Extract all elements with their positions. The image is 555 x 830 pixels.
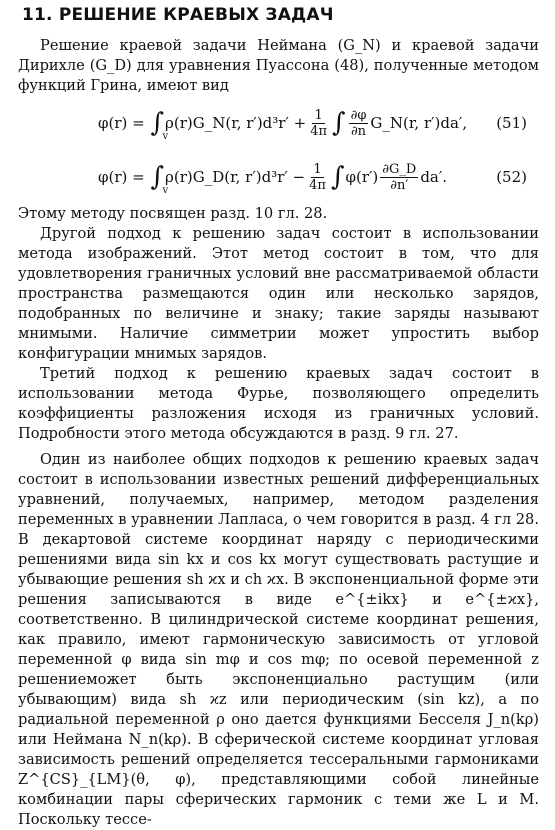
- equation-number-52: (52): [496, 168, 527, 186]
- eq51-term2: G_N(r, r′)da′,: [370, 114, 468, 132]
- eq51-integral-surface: ∫: [332, 108, 346, 138]
- eq52-term1: ρ(r)G_D(r, r′)d³r′ −: [165, 168, 306, 186]
- paragraph-reference-ch28: Этому методу посвящен разд. 10 гл. 28.: [18, 205, 328, 222]
- eq52-frac2: $\frac{\partial G\_D}{\partial n'}$: [382, 161, 417, 193]
- eq51-lhs: φ(r) =: [98, 114, 145, 132]
- eq52-lhs: φ(r) =: [98, 168, 145, 186]
- equation-51: [18, 96, 539, 150]
- eq52-term2: φ(r′): [345, 168, 379, 186]
- paragraph-image-method: Другой подход к решению задач состоит в использовании метода изображений. Этот метод состоит в том, что для удовлетворения граничных условий вне рассматриваемой области пространства размещаются один или несколько зарядов, подобранных по величине и знаку; такие заряды называют мнимыми. Наличие симметрии может упростить выбор конфигурации мнимых зарядов.: [18, 225, 539, 362]
- eq52-integral-volume: ∫ v: [150, 162, 169, 196]
- intro-paragraph: Решение краевой задачи Неймана (G_N) и краевой задачи Дирихле (G_D) для уравнения Пуассона (48), полученные методом функций Грина, имеют вид: [18, 37, 539, 94]
- eq51-integral-volume: ∫ v: [150, 108, 169, 142]
- eq51-frac2: $\frac{\partial\varphi}{\partial n}$: [350, 107, 367, 139]
- equation-number-51: (51): [496, 114, 527, 132]
- eq52-integral-surface: ∫: [330, 162, 345, 192]
- eq52-frac1: $\frac{1}{4\pi}$: [309, 161, 326, 193]
- eq51-term1: ρ(r)G_N(r, r′)d³r′ +: [165, 114, 307, 132]
- equation-51-body: [98, 96, 467, 150]
- eq52-term3: da′.: [420, 168, 448, 186]
- paragraph-fourier-method: Третий подход к решению краевых задач состоит в использовании метода Фурье, позволяющего определить коэффициенты разложения исходя из граничных условий. Подробности этого метода обсуждаются в разд. 9 гл. 27.: [18, 365, 539, 442]
- eq51-frac1: $\frac{1}{4\pi}$: [310, 107, 328, 139]
- equation-52-body: [98, 150, 447, 204]
- equation-52: [18, 150, 539, 204]
- paragraph-known-solutions: Один из наиболее общих подходов к решению краевых задач состоит в использовании известных решений дифференциальных уравнений, получаемых, например, методом разделения переменных в уравнении Лапласа, о чем говорится в разд. 4 гл 28. В декартовой системе координат наряду с периодическими решениями вида sin kx и cos kx могут существовать растущие и убывающие решения sh ϰx и ch ϰx. В экспоненциальной форме эти решения записываются в виде e^{±ikx} и e^{±ϰx}, соответственно. В цилиндрической системе координат решения, как правило, имеют гармоническую зависимость от угловой переменной φ вида sin mφ и cos mφ; по осевой переменной z решениеможет быть экспоненциально растущим (или убывающим) вида sh ϰz или периодическим (sin kz), а по радиальной переменной ρ оно дается функциями Бесселя J_n(kρ) или Неймана N_n(kρ). В сферической системе координат угловая зависимость решений определяется тессеральными гармониками Z^{CS}_{LM}(θ, φ), представляющими собой линейные комбинации пары сферических гармоник с теми же L и M. Поскольку тессе-: [18, 451, 539, 828]
- section-heading: 11. РЕШЕНИЕ КРАЕВЫХ ЗАДАЧ: [22, 5, 334, 25]
